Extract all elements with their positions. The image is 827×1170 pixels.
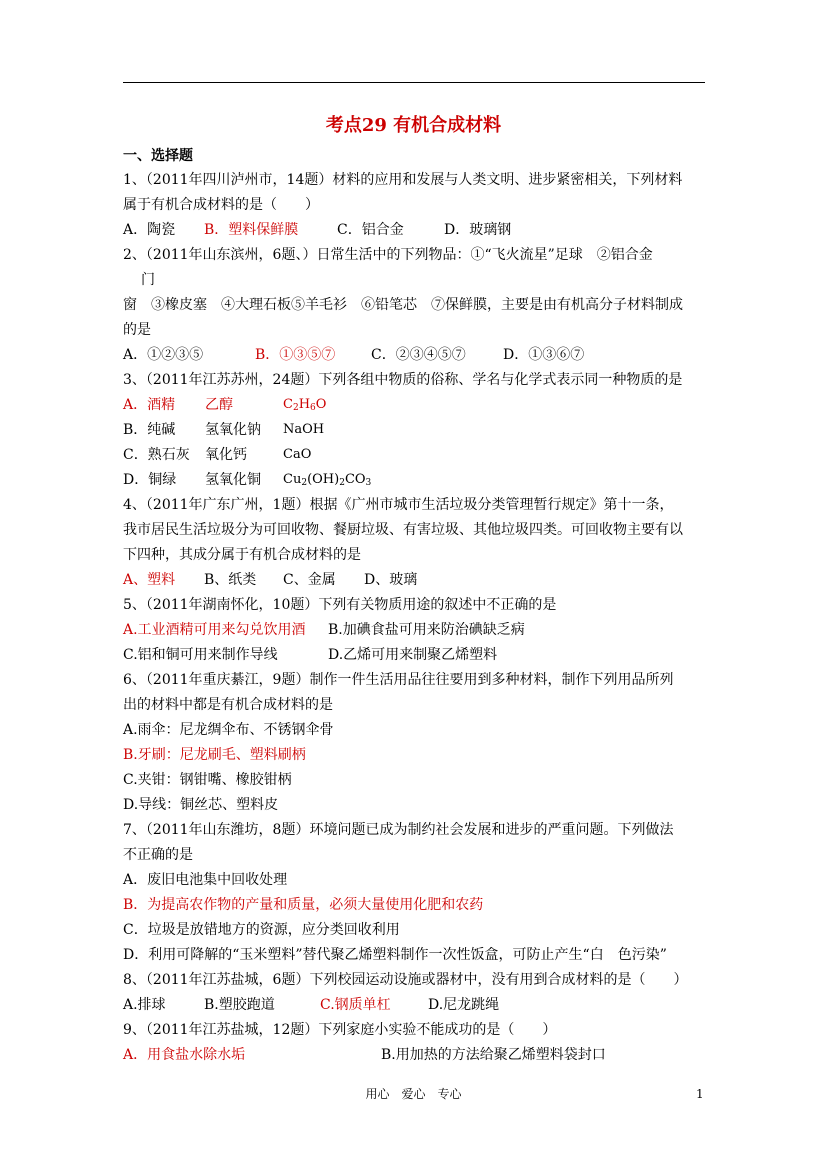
q1-stem-line2: 属于有机合成材料的是（ ） bbox=[123, 197, 319, 213]
q3-b-common: B．纯碱 bbox=[123, 422, 176, 438]
q4-option-a: A、塑料 bbox=[123, 572, 176, 588]
q5-stem-line1: 5、（2011年湖南怀化，10题）下列有关物质用途的叙述中不正确的是 bbox=[123, 597, 557, 613]
q3-c-name: 氧化钙 bbox=[205, 447, 247, 463]
q2-stem-line3: 窗 ③橡皮塞 ④大理石板⑤羊毛衫 ⑥铅笔芯 ⑦保鲜膜，主要是由有机高分子材料制成 bbox=[123, 297, 683, 313]
q9-stem-line1: 9、（2011年江苏盐城，12题）下列家庭小实验不能成功的是（ ） bbox=[123, 1022, 557, 1038]
q3-d-name: 氢氧化铜 bbox=[205, 472, 261, 488]
q4-stem-line3: 下四种，其成分属于有机合成材料的是 bbox=[123, 547, 361, 563]
q3-d-formula: $Cu_2(OH)_2CO_3$ bbox=[283, 472, 372, 488]
q2-stem-line4: 的是 bbox=[123, 322, 151, 338]
q4-stem-line1: 4、（2011年广东广州，1题）根据《广州市城市生活垃圾分类管理暂行规定》第十一条， bbox=[123, 497, 674, 513]
section-heading: 一、选择题 bbox=[123, 148, 193, 164]
q3-a-name: 乙醇 bbox=[205, 397, 233, 413]
page-number: 1 bbox=[696, 1087, 704, 1101]
q4-option-b: B、纸类 bbox=[204, 572, 257, 588]
q3-a-common: A．酒精 bbox=[123, 397, 176, 413]
q8-option-c: C.钢质单杠 bbox=[320, 997, 391, 1013]
q5-option-c: C.铝和铜可用来制作导线 bbox=[123, 647, 278, 663]
q3-d-common: D．铜绿 bbox=[123, 472, 177, 488]
q5-option-a: A.工业酒精可用来勾兑饮用酒 bbox=[123, 622, 306, 638]
q6-option-a: A.雨伞：尼龙绸伞布、不锈钢伞骨 bbox=[123, 722, 334, 738]
q1-stem-line1: 1、（2011年四川泸州市，14题）材料的应用和发展与人类文明、进步紧密相关，下列材料 bbox=[123, 172, 683, 188]
q6-option-c: C.夹钳：钢钳嘴、橡胶钳柄 bbox=[123, 772, 292, 788]
q7-stem-line2: 不正确的是 bbox=[123, 847, 193, 863]
q1-option-a: A．陶瓷 bbox=[123, 222, 176, 238]
q2-stem-line1: 2、（2011年山东滨州，6题、）日常生活中的下列物品：①“飞火流星”足球 ②铝合金 bbox=[123, 247, 653, 263]
q7-option-b: B．为提高农作物的产量和质量，必须大量使用化肥和农药 bbox=[123, 897, 484, 913]
q2-stem-line2: 门 bbox=[141, 272, 155, 288]
q8-option-b: B.塑胶跑道 bbox=[204, 997, 275, 1013]
q7-option-d: D．利用可降解的“玉米塑料”替代聚乙烯塑料制作一次性饭盒，可防止产生“白 色污染” bbox=[123, 947, 667, 963]
q1-option-b: B．塑料保鲜膜 bbox=[204, 222, 299, 238]
q3-a-formula: $C_2H_6O$ bbox=[283, 397, 327, 413]
q2-option-b: B．①③⑤⑦ bbox=[255, 347, 336, 363]
q6-stem-line1: 6、（2011年重庆綦江，9题）制作一件生活用品往往要用到多种材料，制作下列用品所列 bbox=[123, 672, 674, 688]
q2-option-d: D．①③⑥⑦ bbox=[503, 347, 585, 363]
q8-option-a: A.排球 bbox=[123, 997, 166, 1013]
q7-option-a: A．废旧电池集中回收处理 bbox=[123, 872, 288, 888]
page-footer: 用心 爱心 专心 bbox=[365, 1087, 462, 1101]
q9-option-b: B.用加热的方法给聚乙烯塑料袋封口 bbox=[381, 1047, 606, 1063]
q5-option-d: D.乙烯可用来制聚乙烯塑料 bbox=[328, 647, 498, 663]
q8-stem-line1: 8、（2011年江苏盐城，6题）下列校园运动设施或器材中，没有用到合成材料的是（ ） bbox=[123, 972, 688, 988]
q3-stem-line1: 3、（2011年江苏苏州，24题）下列各组中物质的俗称、学名与化学式表示同一种物质的是 bbox=[123, 372, 683, 388]
q2-option-c: C．②③④⑤⑦ bbox=[371, 347, 466, 363]
q7-option-c: C．垃圾是放错地方的资源，应分类回收利用 bbox=[123, 922, 400, 938]
q1-option-d: D．玻璃钢 bbox=[444, 222, 512, 238]
q4-stem-line2: 我市居民生活垃圾分为可回收物、餐厨垃圾、有害垃圾、其他垃圾四类。可回收物主要有以 bbox=[123, 522, 683, 538]
q3-c-common: C．熟石灰 bbox=[123, 447, 190, 463]
q3-b-name: 氢氧化钠 bbox=[205, 422, 261, 438]
q3-c-formula: CaO bbox=[283, 447, 312, 462]
header-rule bbox=[123, 82, 705, 83]
q8-option-d: D.尼龙跳绳 bbox=[428, 997, 500, 1013]
q5-option-b: B.加碘食盐可用来防治碘缺乏病 bbox=[328, 622, 525, 638]
q1-option-c: C．铝合金 bbox=[337, 222, 404, 238]
q4-option-d: D、玻璃 bbox=[364, 572, 418, 588]
q2-option-a: A．①②③⑤ bbox=[123, 347, 204, 363]
q6-option-b: B.牙刷：尼龙刷毛、塑料刷柄 bbox=[123, 747, 306, 763]
q3-b-formula: NaOH bbox=[283, 422, 325, 437]
q9-option-a: A．用食盐水除水垢 bbox=[123, 1047, 246, 1063]
q7-stem-line1: 7、（2011年山东潍坊，8题）环境问题已成为制约社会发展和进步的严重问题。下列做法 bbox=[123, 822, 674, 838]
page-title: 考点29 有机合成材料 bbox=[325, 115, 502, 136]
q4-option-c: C、金属 bbox=[283, 572, 336, 588]
q6-option-d: D.导线：铜丝芯、塑料皮 bbox=[123, 797, 279, 813]
q6-stem-line2: 出的材料中都是有机合成材料的是 bbox=[123, 697, 333, 713]
